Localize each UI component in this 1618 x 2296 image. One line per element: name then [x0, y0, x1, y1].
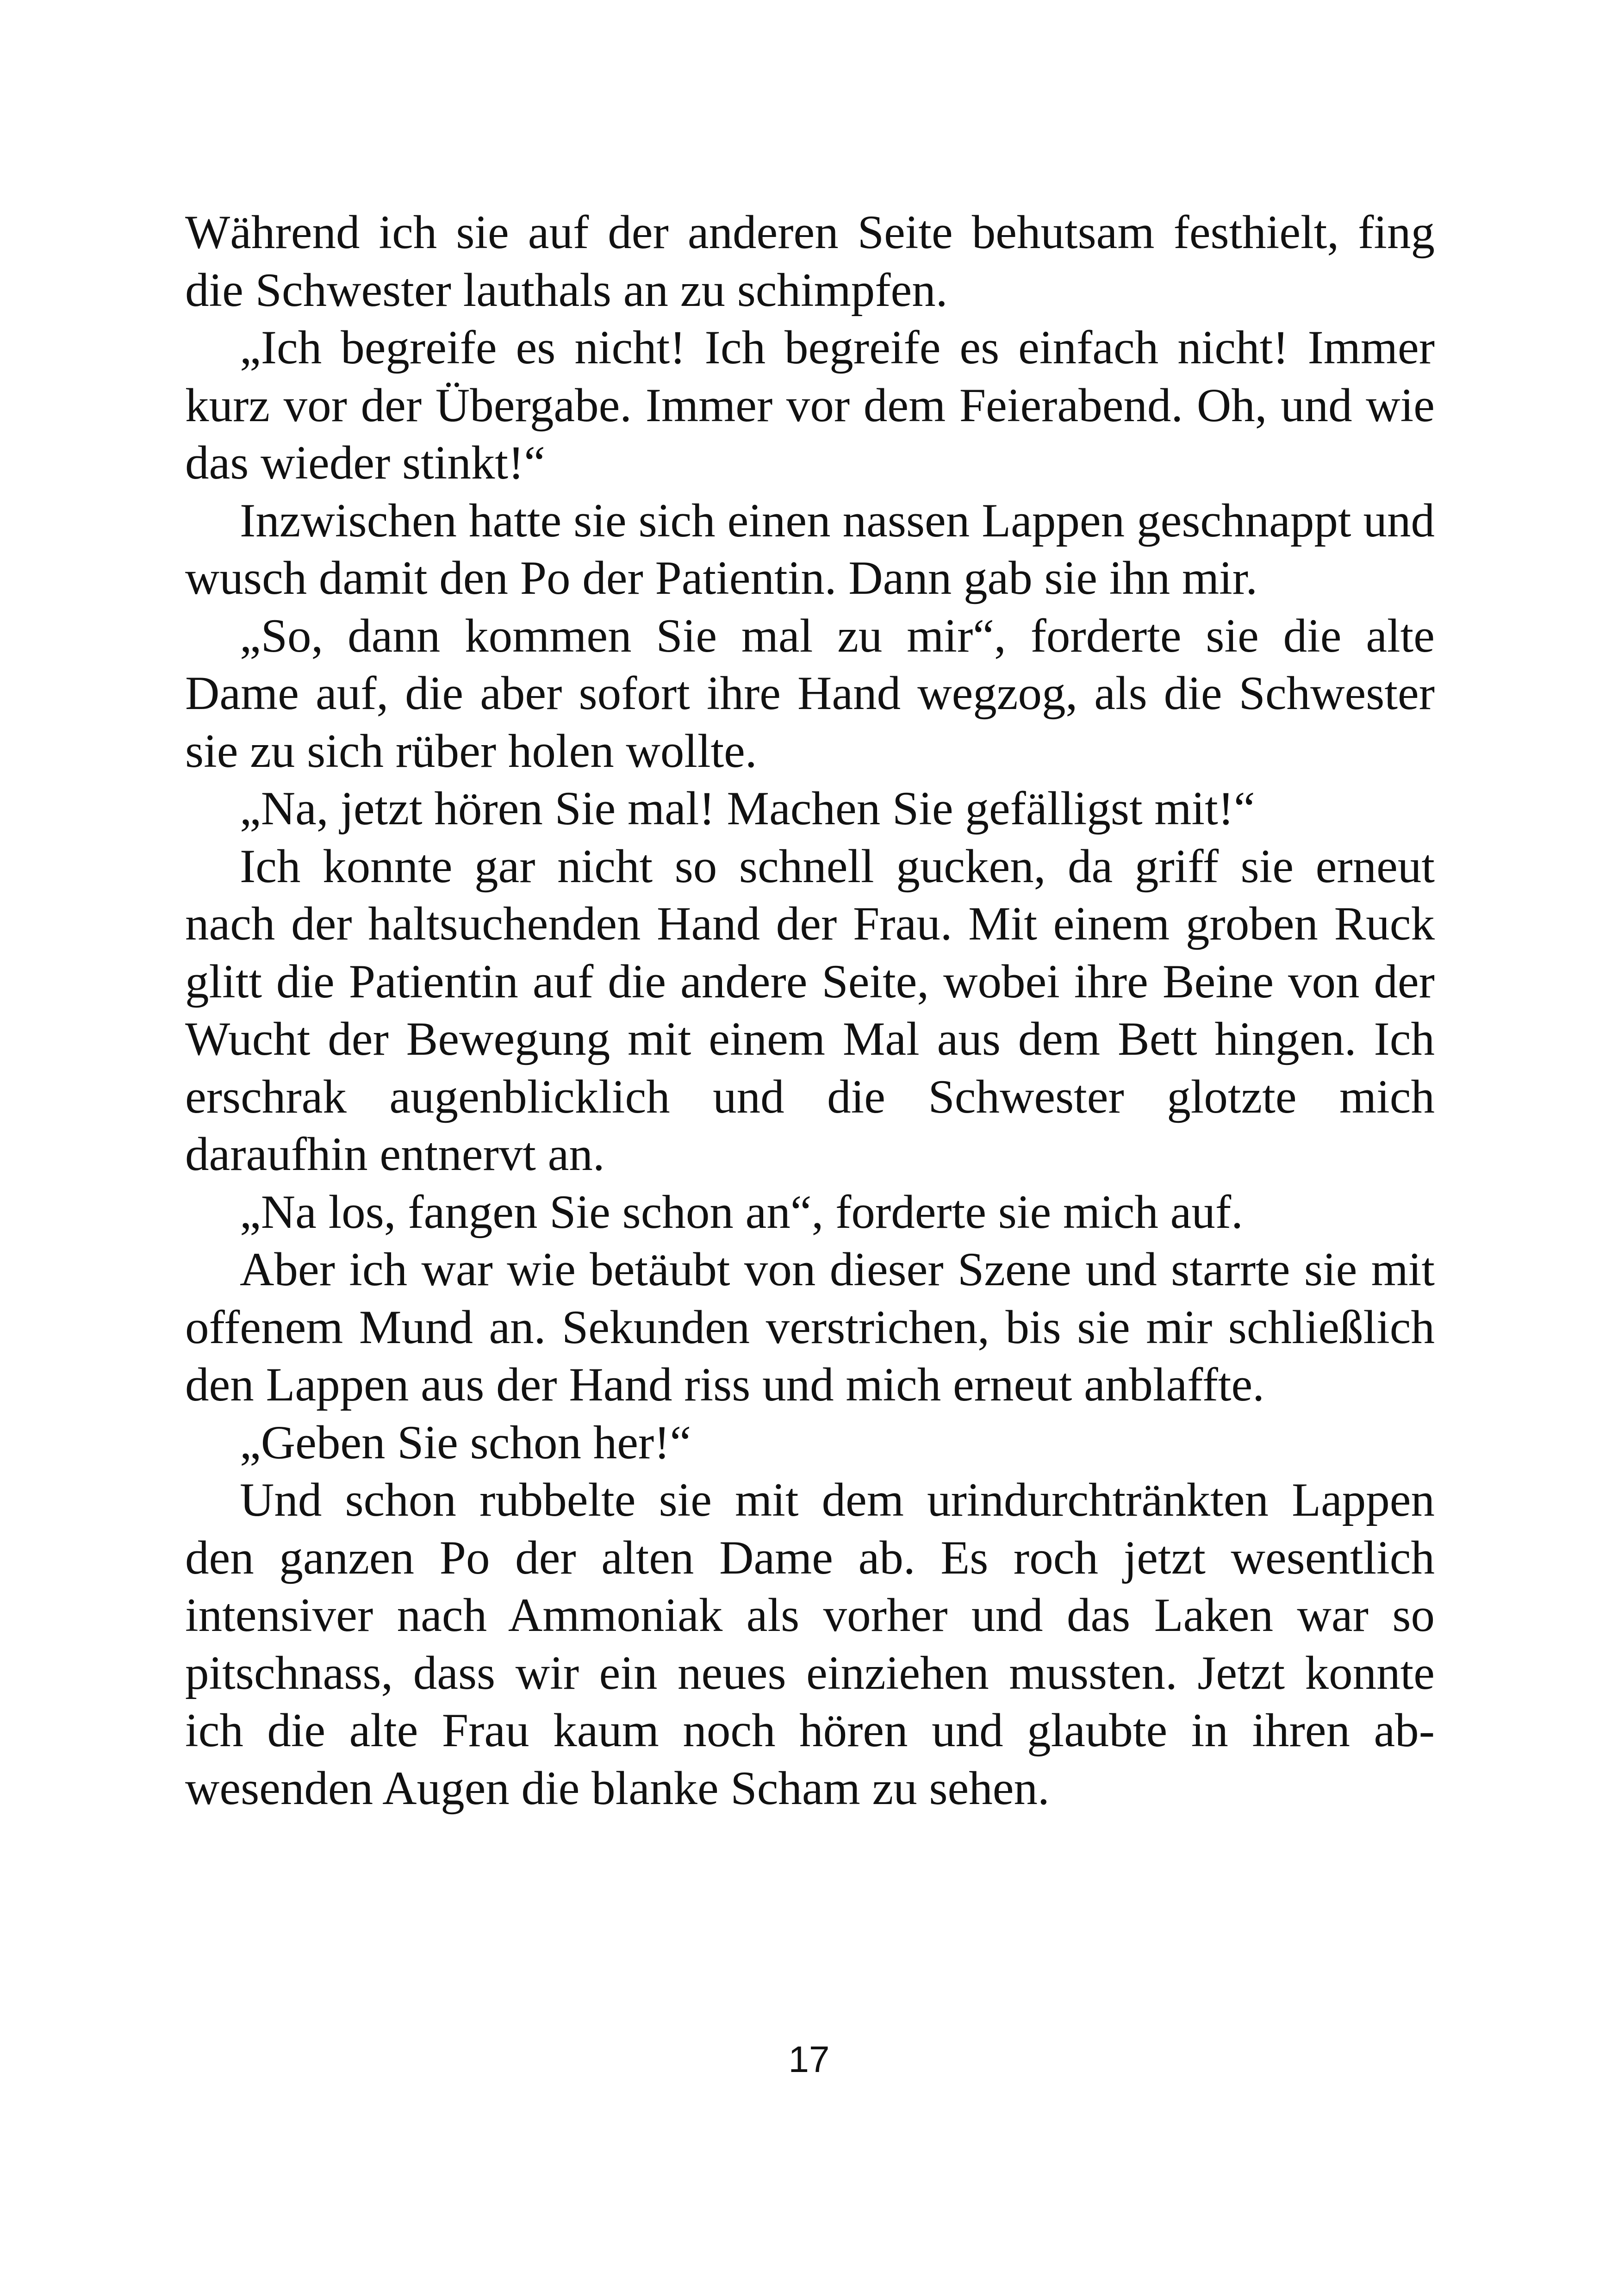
paragraph: Und schon rubbelte sie mit dem urindurchtränkten Lappen den ganzen Po der alten Dame ab. Es roch jetzt wesentlich intensiver nach Ammoniak als vorher und das Laken war so pitschnass, dass wir ein neues einziehen mussten. Jetzt konnte ich die alte Frau kaum noch hören und glaubte in ihren abwesenden Augen die blanke Scham zu sehen.: [185, 1474, 1435, 1815]
paragraph: Während ich sie auf der anderen Seite behutsam festhielt, fing die Schwester lauthals an zu schimpfen.: [185, 206, 1435, 317]
paragraph: Inzwischen hatte sie sich einen nassen Lappen geschnappt und wusch damit den Po der Patientin. Dann gab sie ihn mir.: [185, 494, 1435, 604]
paragraph: „Ich begreife es nicht! Ich begreife es einfach nicht! Immer kurz vor der Übergabe. Immer vor dem Feierabend. Oh, und wie das wieder stinkt!“: [185, 321, 1435, 489]
paragraph: „So, dann kommen Sie mal zu mir“, forderte sie die alte Dame auf, die aber sofort ihre Hand wegzog, als die Schwester sie zu sich rüber holen wollte.: [185, 609, 1435, 778]
body-text: [185, 204, 1435, 1817]
paragraph: „Geben Sie schon her!“: [240, 1416, 691, 1469]
page-number: 17: [788, 2039, 830, 2080]
paragraph: Aber ich war wie betäubt von dieser Szene und starrte sie mit offenem Mund an. Sekunden verstrichen, bis sie mir schließlich den Lappen aus der Hand riss und mich erneut anblaffte.: [185, 1243, 1435, 1411]
paragraph: „Na los, fangen Sie schon an“, forderte sie mich auf.: [240, 1185, 1243, 1238]
paragraph: Ich konnte gar nicht so schnell gucken, da griff sie erneut nach der haltsuchenden Hand der Frau. Mit einem groben Ruck glitt die Patientin auf die andere Seite, wobei ihre Beine von der Wucht der Bewegung mit einem Mal aus dem Bett hingen. Ich erschrak augenblicklich und die Schwester glotzte mich daraufhin entnervt an.: [185, 840, 1435, 1181]
paragraph: „Na, jetzt hören Sie mal! Machen Sie gefälligst mit!“: [240, 782, 1255, 835]
